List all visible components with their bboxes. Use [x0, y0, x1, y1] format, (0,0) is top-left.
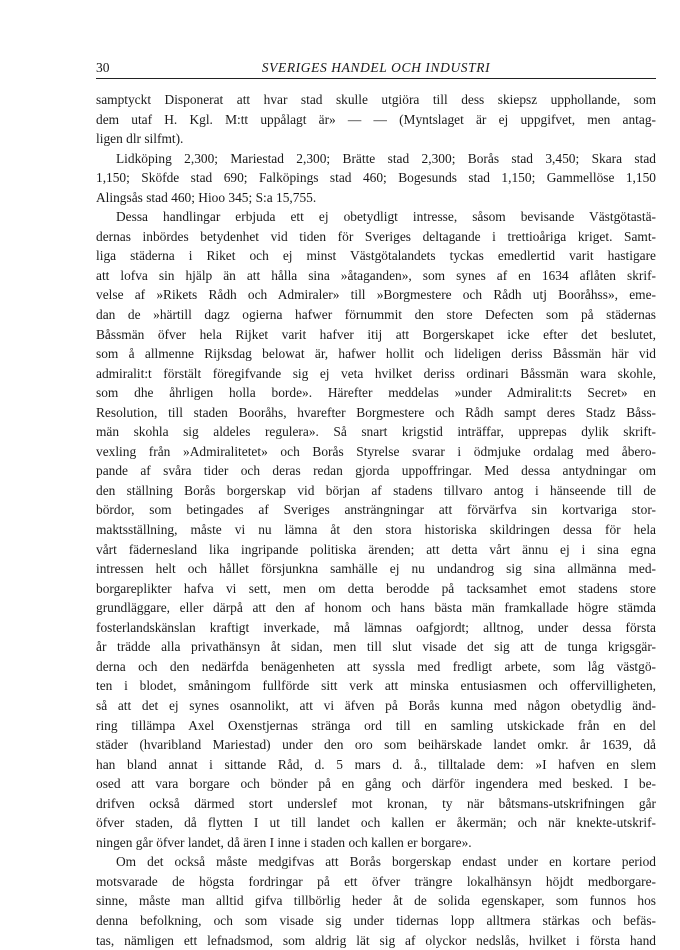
text-line: Om det också måste medgifvas att Borås borgerskap endast under en kortare period [116, 854, 656, 870]
text-line: män skohla sig aldeles regulera». Så snart krigstid inträffar, upprepas dylik skrift- [96, 424, 656, 440]
text-line: fosterlandskänslan kraftigt inverkade, må lämnas oafgjordt; alltnog, under dessa första [96, 619, 656, 635]
text-line: 1,150; Sköfde stad 690; Falköpings stad 460; Bogesunds stad 1,150; Gammellöse 1,150 [96, 170, 656, 186]
text-line: dernas inbördes betydenhet vid tiden för Sveriges deltagande i trettioåriga kriget. Samt- [96, 228, 656, 244]
text-line: derna och den nedärfda benägenheten att syssla med fredligt arbete, som låg västgö- [96, 658, 656, 674]
text-line: ligen dlr silfmt). [96, 131, 184, 147]
running-head [96, 58, 656, 78]
text-line: ring tillämpa Axel Oxenstjernas stränga ord till en samling utskickade från en del [96, 717, 656, 733]
text-line: som dhe åhrligen holla borde». Härefter meddelas »under Admiralit:ts Secret» en [96, 385, 656, 401]
header-rule [96, 78, 656, 79]
text-line: öfver staden, då flytten I ut till landet och kallen er åkermän; och när knekte-utskrif- [96, 815, 656, 831]
text-line: osed att vara borgare och bönder på en gång och därför ingendera med besked. I be- [96, 776, 656, 792]
text-line: borgareplikter hafva vi sett, men om detta berodde på tacksamhet emot stadens store [96, 580, 656, 596]
text-line: så att det ej synes osannolikt, att vi äfven på Borås kunna med någon obetydlig änd- [96, 697, 656, 713]
text-line: samptyckt Disponerat att hvar stad skulle utgiöra till dess skiepsz upphollande, som [96, 92, 656, 107]
text-line: motsvarade de högsta fordringar på ett öfver trängre lokalhänsyn höjdt medborgare- [96, 873, 656, 889]
text-line: velse af »Rikets Rådh och Admiraler» till »Borgmestere och Rådh utj Booråhss», eme- [96, 287, 656, 303]
text-line: vexling från »Admiralitetet» och Borås Styrelse svarar i ödmjuke ordalag med åbero- [96, 443, 656, 459]
text-line: dan de »härtill dagz ogierna hafwer förnummit den store Defecten som på städernas [96, 307, 656, 323]
text-line: han bland annat i sittande Råd, d. 5 mars d. å., tilltalade dem: »I hafven en slem [96, 756, 656, 772]
text-line: år trädde alla privathänsyn åt sidan, men till slut visade det sig att de tunga krigsgär- [96, 639, 656, 655]
text-line: tas, nämligen ett lefnadsmod, som aldrig lät sig af olyckor nedslås, hvilket i första hand [96, 932, 656, 948]
text-line: Alingsås stad 460; Hioo 345; S:a 15,755. [96, 189, 317, 205]
text-line: Båssmän öfver hela Rijket varit hafver itij att Borgerskapet icke efter det beslutet, [96, 326, 656, 342]
text-line: denna befolkning, och som visade sig under tidernas lopp alltmera stärkas och befäs- [96, 912, 656, 928]
text-line: dem utaf H. Kgl. M:tt uppålagt är» — — (Myntslaget är ej uppgifvet, men antag- [96, 111, 656, 127]
text-line: Resolution, till staden Booråhs, hvarefter Borgmestere och Rådh sampt deres Stadz Båss- [96, 404, 656, 420]
running-title: SVERIGES HANDEL OCH INDUSTRI [261, 60, 491, 75]
text-line: grundläggare, eller därpå att den af honom och hans bästa män framkallade högre stämda [96, 600, 656, 616]
text-line: den ställning Borås borgerskap vid början af stadens tillvaro antog i hänseende till de [96, 482, 656, 498]
text-line: drifven också därmed stort underslef mot kronan, ty när båtsmans-utskrifningen går [96, 795, 656, 811]
text-line: Lidköping 2,300; Mariestad 2,300; Brätte stad 2,300; Borås stad 3,450; Skara stad [116, 150, 656, 166]
body-text [96, 90, 656, 950]
text-line: att lofva sin hjälp än att hålla sina »åtaganden», som synes af en 1634 aflåten skrif- [96, 267, 656, 283]
text-line: som å allmenne Rijksdag belowat är, hafwer hollit och lideligen deriss Båssmän här vid [96, 346, 656, 362]
text-line: bördor, som betingades af Sveriges ansträngningar att förvärfva sin kortvariga stor- [96, 502, 656, 518]
text-line: vårt fädernesland lika ingripande politiska ärenden; att detta vårt ännu ej i sina egna [96, 541, 656, 557]
text-line: ten i blodet, småningom fullförde sitt verk att minska entusiasmen och offervilligheten, [96, 678, 656, 694]
text-line: maktsställning, måste vi nu lämna åt den stora historiska skildringen dessa för hela [96, 522, 656, 538]
text-line: admiralit:t förstält föregifvande sig ej veta hvilket deriss ordinari Båssmän wara skohle, [96, 365, 656, 381]
text-line: städer (hvaribland Mariestad) under den oro som beihärskade landet omkr. år 1639, då [96, 737, 656, 753]
text-line: pande af svåra tider och deras redan gjorda uppoffringar. Med dessa antydningar om [96, 463, 656, 479]
text-line: sinne, måste man alltid gifva tillbörlig heder åt de solida egenskaper, som funnos hos [96, 893, 656, 909]
page-number: 30 [96, 60, 110, 75]
text-line: liga städerna i Riket och ej minst Västgötalandets tyckas emedlertid varit hastigare [96, 248, 656, 264]
text-line: Dessa handlingar erbjuda ett ej obetydligt intresse, såsom bevisande Västgötastä- [116, 209, 656, 225]
text-line: ningen går öfver landet, då ären I inne i staden och kallen er borgare». [96, 834, 472, 850]
text-line: intressen helt och hållet försjunkna samhälle ej nu undandrog sig sina allmänna med- [96, 561, 656, 577]
